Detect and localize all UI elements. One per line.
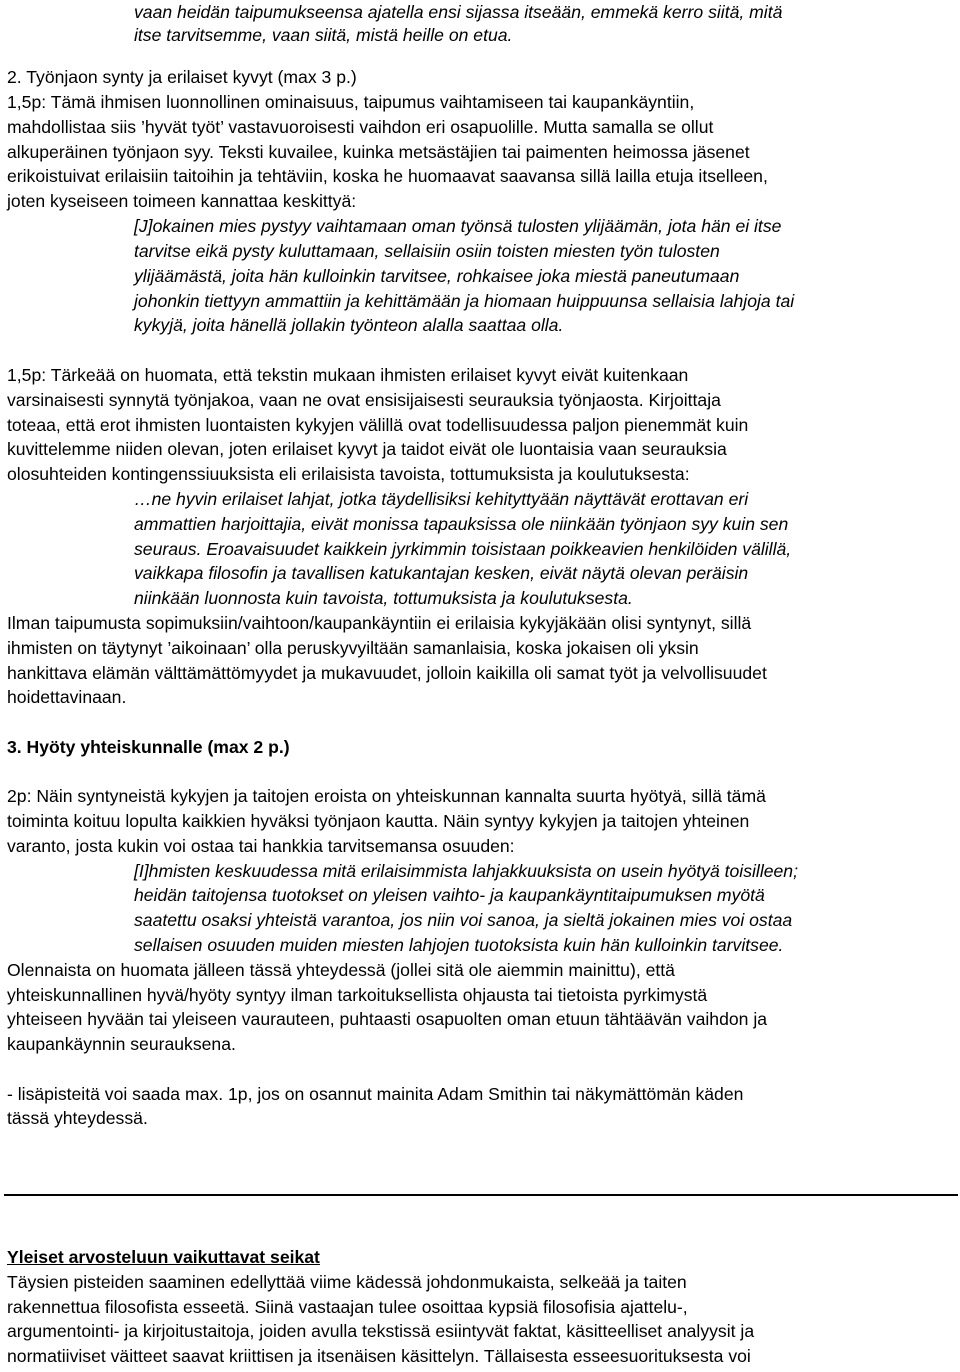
body-line: normatiiviset väitteet saavat kriittisen ja itsenäisen käsittelyn. Tällaisesta esseesuorituksesta voi bbox=[7, 1346, 751, 1366]
quote-line: [J]okainen mies pystyy vaihtamaan oman työnsä tulosten ylijäämän, jota hän ei itse bbox=[134, 216, 782, 236]
body-line: joten kyseiseen toimeen kannattaa keskittyä: bbox=[7, 191, 357, 211]
body-line: 2p: Näin syntyneistä kykyjen ja taitojen eroista on yhteiskunnan kannalta suurta hyötyä, sillä tämä bbox=[7, 786, 766, 806]
body-line: yhteiskunnallinen hyvä/hyöty syntyy ilman tarkoituksellista ohjausta tai tietoista pyrkimystä bbox=[7, 985, 708, 1005]
body-line: argumentointi- ja kirjoitustaitoja, joiden avulla tekstissä esiintyvät faktat, käsitteelliset analyysit ja bbox=[7, 1321, 755, 1341]
quote-line: tarvitse eikä pysty kuluttamaan, sellaisiin osiin toisten miesten työn tulosten bbox=[134, 241, 720, 261]
quote-line: johonkin tiettyyn ammattiin ja kehittämään ja hiomaan huippuunsa sellaisia lahjoja tai bbox=[134, 291, 795, 311]
quote-line: [I]hmisten keskuudessa mitä erilaisimmista lahjakkuuksista on usein hyötyä toisilleen; bbox=[134, 861, 798, 881]
body-line: yhteiseen hyvään tai yleiseen vaurauteen, puhtaasti osapuolten oman etuun tähtäävän vaihdon ja bbox=[7, 1009, 768, 1029]
note-line: tässä yhteydessä. bbox=[7, 1108, 148, 1128]
body-line: erikoistuivat erilaisiin taitoihin ja tehtäviin, koska he huomaavat saavansa sillä lailla etuja itselleen, bbox=[7, 166, 768, 186]
body-line: Ilman taipumusta sopimuksiin/vaihtoon/kaupankäyntiin ei erilaisia kykyjäkään olisi syntynyt, sillä bbox=[7, 613, 752, 633]
body-line: toiminta koituu lopulta kaikkien hyväksi työnjaon kautta. Näin syntyy kykyjen ja taitojen yhteinen bbox=[7, 811, 750, 831]
general-criteria-heading: Yleiset arvosteluun vaikuttavat seikat bbox=[7, 1247, 320, 1267]
body-line: hankittava elämän välttämättömyydet ja mukavuudet, jolloin kaikilla oli samat työt ja velvollisuudet bbox=[7, 663, 767, 683]
body-line: varsinaisesti synnytä työnjakoa, vaan ne ovat ensisijaisesti seurauksia työnjaosta. Kirjoittaja bbox=[7, 390, 721, 410]
quote-line: vaan heidän taipumukseensa ajatella ensi sijassa itseään, emmekä kerro siitä, mitä bbox=[134, 2, 783, 22]
body-line: Olennaista on huomata jälleen tässä yhteydessä (jollei sitä ole aiemmin mainittu), että bbox=[7, 960, 675, 980]
body-line: varanto, josta kukin voi ostaa tai hankkia tarvitsemansa osuuden: bbox=[7, 836, 515, 856]
quote-line: vaikkapa filosofin ja tavallisen katukantajan kesken, eivät näytä olevan peräisin bbox=[134, 563, 749, 583]
body-line: toteaa, että erot ihmisten luontaisten kykyjen välillä ovat todellisuudessa paljon pienemmät kuin bbox=[7, 415, 749, 435]
quote-line: niinkään luonnosta kuin tavoista, tottumuksista ja koulutuksesta. bbox=[134, 588, 633, 608]
body-line: 1,5p: Tämä ihmisen luonnollinen ominaisuus, taipumus vaihtamiseen tai kaupankäyntiin, bbox=[7, 92, 695, 112]
quote-line: seuraus. Eroavaisuudet kaikkein jyrkimmin toisistaan poikkeavien henkilöiden välillä, bbox=[134, 539, 792, 559]
body-line: kuvittelemme niiden olevan, joten erilaiset kyvyt ja taidot eivät ole luontaisia vaan seurauksia bbox=[7, 439, 727, 459]
body-line: mahdollistaa siis ’hyvät työt’ vastavuoroisesti vaihdon eri osapuolille. Mutta samalla se ollut bbox=[7, 117, 714, 137]
body-line: 1,5p: Tärkeää on huomata, että tekstin mukaan ihmisten erilaiset kyvyt eivät kuitenkaan bbox=[7, 365, 689, 385]
body-line: Täysien pisteiden saaminen edellyttää viime kädessä johdonmukaista, selkeää ja taiten bbox=[7, 1272, 687, 1292]
quote-line: ammattien harjoittajia, eivät monissa tapauksissa ole niinkään työnjaon syy kuin sen bbox=[134, 514, 789, 534]
section-heading-2: 2. Työnjaon synty ja erilaiset kyvyt (max 3 p.) bbox=[7, 67, 357, 87]
section-divider bbox=[4, 1194, 958, 1196]
section-heading-3: 3. Hyöty yhteiskunnalle (max 2 p.) bbox=[7, 737, 290, 757]
quote-line: sellaisen osuuden muiden miesten lahjojen tuotoksista kuin hän kulloinkin tarvitsee. bbox=[134, 935, 784, 955]
body-line: kaupankäynnin seurauksena. bbox=[7, 1034, 236, 1054]
body-line: olosuhteiden kontingenssiuuksista eli erilaisista tavoista, tottumuksista ja koulutuksesta: bbox=[7, 464, 690, 484]
quote-line: …ne hyvin erilaiset lahjat, jotka täydellisiksi kehityttyään näyttävät erottavan eri bbox=[134, 489, 749, 509]
body-line: ihmisten on täytynyt ’aikoinaan’ olla peruskyvyiltään samanlaisia, koska jokaisen oli yksin bbox=[7, 638, 699, 658]
body-line: rakennettua filosofista esseetä. Siinä vastaajan tulee osoittaa kypsiä filosofisia ajattelu-, bbox=[7, 1297, 688, 1317]
body-line: hoidettavinaan. bbox=[7, 687, 127, 707]
quote-line: saatettu osaksi yhteistä varantoa, jos niin voi sanoa, ja sieltä jokainen mies voi ostaa bbox=[134, 910, 793, 930]
quote-line: ylijäämästä, joita hän kulloinkin tarvitsee, rohkaisee joka miestä paneutumaan bbox=[134, 266, 740, 286]
quote-line: kykyjä, joita hänellä jollakin työnteon alalla saattaa olla. bbox=[134, 315, 564, 335]
quote-line: heidän taitojensa tuotokset on yleisen vaihto- ja kaupankäyntitaipumuksen myötä bbox=[134, 885, 765, 905]
note-line: - lisäpisteitä voi saada max. 1p, jos on osannut mainita Adam Smithin tai näkymättömän käden bbox=[7, 1084, 744, 1104]
body-line: alkuperäinen työnjaon syy. Teksti kuvailee, kuinka metsästäjien tai paimenten heimossa jäsenet bbox=[7, 142, 750, 162]
quote-line: itse tarvitsemme, vaan siitä, mistä heille on etua. bbox=[134, 25, 513, 45]
